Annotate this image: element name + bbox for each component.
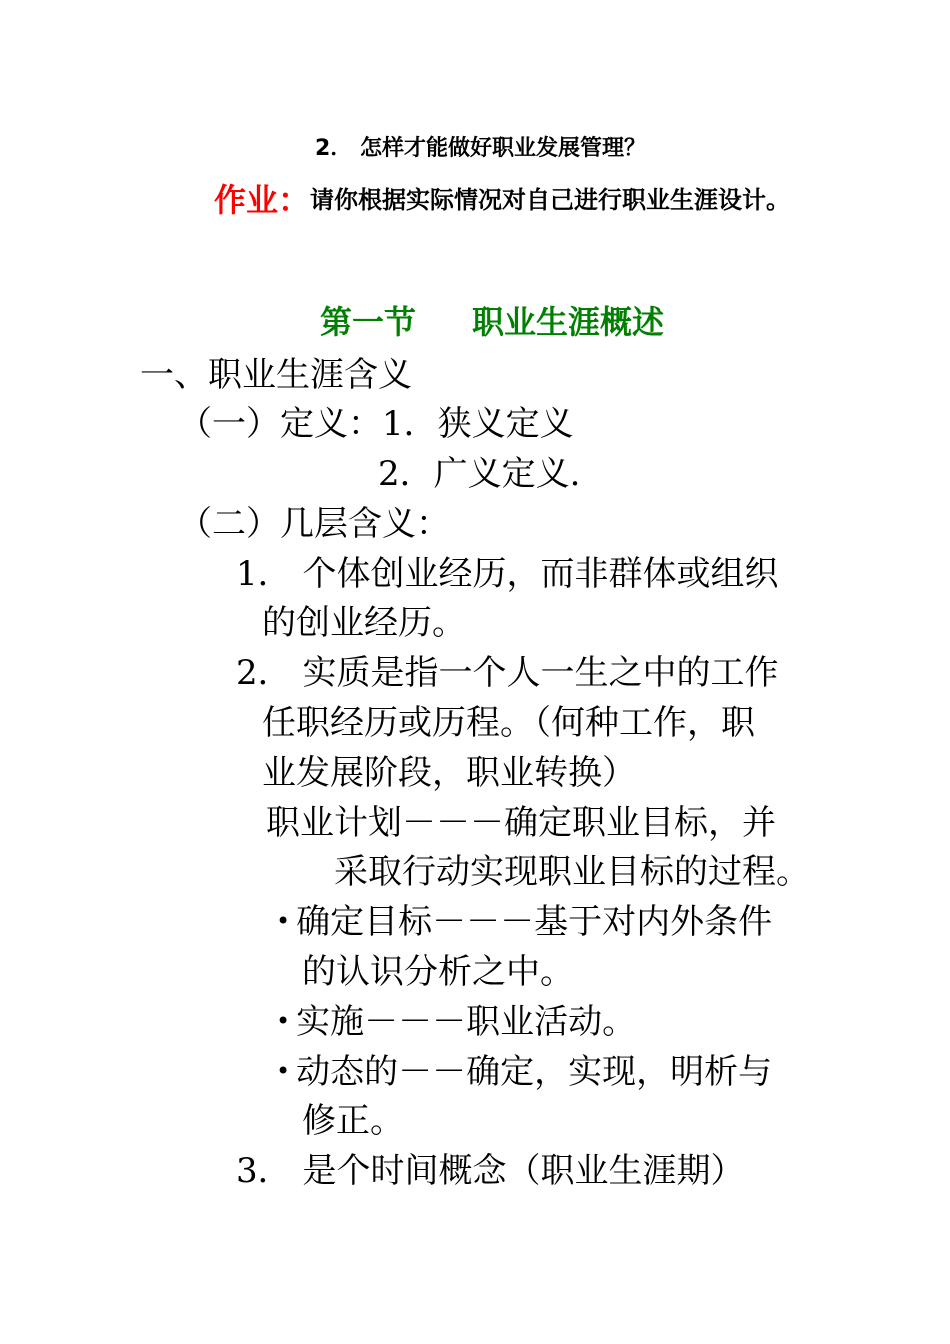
item-3: 3． 是个时间概念（职业生涯期） <box>236 1151 745 1191</box>
item-1-line-2: 的创业经历。 <box>262 603 466 643</box>
bullet-item-goal <box>276 902 773 942</box>
bullet-implement-text: 实施－－－职业活动。 <box>296 1002 637 1042</box>
bullet-item-dynamic <box>276 1052 773 1092</box>
section-title <box>320 303 665 341</box>
heading-career-meaning: 一、职业生涯含义 <box>140 355 412 395</box>
item-2-line-1: 2． 实质是指一个人一生之中的工作 <box>236 653 779 693</box>
plan-line-1: 职业计划－－－确定职业目标，并 <box>266 803 776 843</box>
bullet-item-dynamic-line-2: 修正。 <box>302 1101 404 1141</box>
bullet-dynamic-text: 动态的－－确定，实现，明析与 <box>296 1052 773 1092</box>
bullet-item-goal-line-2: 的认识分析之中。 <box>302 952 574 992</box>
bullet-goal-text: 确定目标－－－基于对内外条件 <box>296 902 773 942</box>
item-2-line-2: 任职经历或历程。（何种工作，职 <box>262 703 755 743</box>
homework-line <box>214 181 791 219</box>
section-number: 第一节 <box>320 303 417 341</box>
item-1-line-1: 1． 个体创业经历，而非群体或组织 <box>236 554 779 594</box>
homework-label: 作业： <box>214 181 311 219</box>
homework-text: 请你根据实际情况对自己进行职业生涯设计。 <box>310 186 791 214</box>
bullet-dot-icon: • <box>276 1007 291 1035</box>
definition-line-1: （一）定义：1．狭义定义 <box>178 404 574 444</box>
bullet-item-implement <box>276 1002 637 1042</box>
layers-heading: （二）几层含义： <box>178 504 450 544</box>
bullet-dot-icon: • <box>276 907 291 935</box>
bullet-dot-icon: • <box>276 1057 291 1085</box>
item-2-line-3: 业发展阶段，职业转换） <box>262 753 636 793</box>
section-name: 职业生涯概述 <box>472 303 665 341</box>
definition-line-2: 2．广义定义. <box>378 454 581 494</box>
plan-line-2: 采取行动实现职业目标的过程。 <box>334 852 810 892</box>
question-2: 2． 怎样才能做好职业发展管理？ <box>315 136 646 161</box>
